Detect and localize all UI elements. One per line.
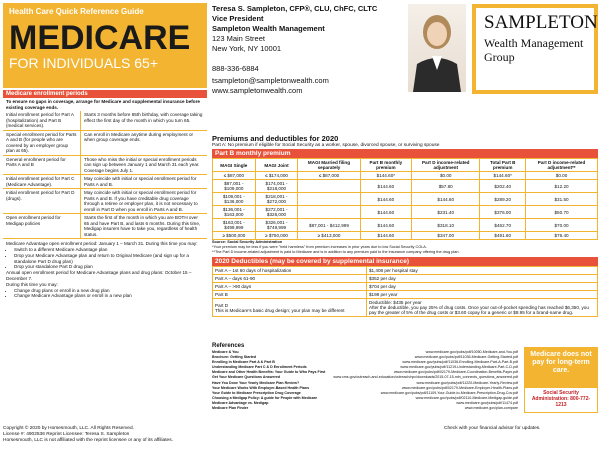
reference-url[interactable]: www.medicare.gov/pubs/pdf/11220-Medicare-Yearly-Review.pdf	[416, 380, 518, 385]
table-cell: $318.10	[412, 219, 480, 232]
list-item: • Drop your Medicare Advantage plan and return to Original Medicare (and sign up for a standalone Part D drug plan)	[14, 253, 204, 265]
advisor-contact	[212, 4, 407, 96]
deductibles-table	[212, 266, 598, 317]
reference-url[interactable]: www.medicare.gov/pubs/pdf/11036-Medicare-Getting-Started.pdf	[414, 355, 518, 360]
copyright	[3, 426, 263, 444]
reference-title: Get Your Medicare Questions Answered	[212, 375, 281, 380]
reference-title: Medicare Advantage vs. Medigap	[212, 400, 269, 405]
table-cell: $50.70	[526, 206, 598, 219]
enrollment-detail: Starts 3 months before 65th birthday, with coverage taking effect the first day of the month in which you turn 65.	[84, 112, 203, 123]
table-row	[213, 206, 598, 219]
table-cell: $144.60*	[480, 172, 526, 180]
reference-title: Brochure: Getting Started	[212, 355, 257, 360]
table-cell: $347.00	[412, 232, 480, 240]
table-cell: $144.60	[360, 180, 411, 193]
premiums-title: Premiums and deductibles for 2020	[212, 134, 339, 143]
enrollment-intro: To ensure no gaps in coverage, arrange for Medicare and supplemental insurance before existing coverage ends.	[6, 99, 200, 110]
table-cell: ≤ $87,000	[213, 172, 256, 180]
column-header: Total Part B premium	[480, 159, 526, 172]
table-row	[213, 172, 598, 180]
table-cell: $144.60	[360, 206, 411, 219]
enrollment-detail: May coincide with initial or special enrollment period for Parts A and B. If you have creditable drug coverage through a retiree or employer plan, it is not necessary to enroll in Part D when you enroll in Parts A and B.	[84, 190, 198, 212]
column-header: MAGI Married filing separately	[298, 159, 360, 172]
column-header: MAGI Joint	[255, 159, 298, 172]
reference-url[interactable]: www.medicare.gov/pubs/pdf/10050-Medicare-and-You.pdf	[425, 350, 518, 354]
guide-title: MEDICARE	[9, 19, 191, 57]
deductible-cell: Part A – days 61-90	[213, 275, 367, 283]
adv-open-list	[6, 247, 204, 270]
table-cell: $163,001 - $499,999	[213, 219, 256, 232]
column-header: Part D income-related adjustment**	[526, 159, 598, 172]
enrollment-period: Initial enrollment period for Part A (hospitalization) and Part B (medical services).	[3, 111, 81, 130]
list-item: • Switch to a different Medicare Advantage plan	[14, 247, 204, 253]
deductibles-bar: 2020 Deductibles (may be covered by supplemental insurance)	[212, 257, 598, 266]
deductible-row	[213, 291, 598, 299]
advisor-phone: 888-336-6884	[212, 64, 259, 73]
table-cell: ≥ $750,000	[255, 232, 298, 240]
advantage-info	[3, 239, 207, 301]
left-column	[3, 3, 207, 301]
table-cell: $174,001 - $218,000	[255, 180, 298, 193]
copyright-line1: Copyright © 2020 by Horsesmouth, LLC. All Rights Reserved.	[3, 426, 134, 431]
reference-title: Have You Done Your Yearly Medicare Plan Review?	[212, 380, 300, 385]
table-cell: $272,001 - $326,000	[255, 206, 298, 219]
table-cell: $12.20	[526, 180, 598, 193]
table-cell: $76.40	[526, 232, 598, 240]
table-cell: $31.50	[526, 193, 598, 206]
reference-title: Medicare Plan Finder	[212, 406, 249, 411]
reference-url[interactable]: www.medicare.gov/pubs/pdf/11474.pdf	[456, 400, 518, 405]
reference-item	[212, 406, 518, 411]
table-cell: $87,001 - $109,000	[213, 180, 256, 193]
enrollment-period: General enrollment period for Parts A and B	[3, 156, 81, 175]
enrollment-detail: Those who miss the initial or special enrollment periods can sign up between January 1 and March 31 each year. Coverage begins July 1.	[84, 156, 200, 173]
enrollment-period: Initial enrollment period for Part C (Medicare Advantage).	[3, 175, 81, 188]
reference-title: Enrolling in Medicare Part A & Part B	[212, 360, 275, 365]
deductible-row	[213, 283, 598, 291]
table-row	[213, 193, 598, 206]
copyright-line2: License #: 4902536 Reprint Licensee: Teresa S. Sampleton	[3, 432, 130, 437]
table-cell: ≤ $174,000	[255, 172, 298, 180]
logo-name: SAMPLETON	[484, 12, 598, 33]
deductible-row	[213, 299, 598, 317]
table-cell: $144.60	[360, 219, 411, 232]
enrollment-detail: Can enroll in Medicare anytime during employment or when group coverage ends.	[84, 131, 194, 143]
list-item: • Change drug plans or enroll in a new drug plan	[14, 288, 204, 294]
table-cell: $218,001 - $272,000	[255, 193, 298, 206]
deductible-cell: Part D This is Medicare's basic drug design; your plan may be different	[213, 299, 367, 317]
table-row	[213, 232, 598, 240]
callout-box	[524, 347, 598, 413]
table-cell: $491.60	[480, 232, 526, 240]
guide-header	[3, 3, 207, 88]
guide-subtitle: Health Care Quick Reference Guide	[9, 7, 144, 16]
reference-url[interactable]: www.medicare.gov/pubs/pdf/02110-Medicare-Medigap.guide.pdf	[415, 395, 518, 400]
reference-title: Medicare & You	[212, 350, 239, 354]
table-cell: $144.60	[360, 193, 411, 206]
annual-enrollment: Annual open enrollment period for Medicare Advantage plans and drug plans: October 15 – December 7.	[6, 270, 192, 281]
enrollment-period: Special enrollment period for Parts A and B (for people who are covered by an employer group plan at 65).	[3, 131, 81, 155]
enrollment-row	[3, 111, 207, 131]
deductible-cell: $1,408 per hospital stay	[367, 267, 598, 275]
deductible-cell: Deductible: $435 per year After the deductible, you pay 25% of drug costs. Once your out-of-pocket spending has reached $6,350, you pay the greater of 5% of the drug costs or $3.60 copay for a generic or $8.95 for a brand-name drug.	[367, 299, 598, 317]
advisor-title: Vice President	[212, 14, 264, 23]
enrollment-row	[3, 189, 207, 214]
enrollment-detail: Starts the first of the month in which you are BOTH over 65 and have Part B, and lasts 6 months. During this time, Medigap insurers have to take you, regardless of health status.	[84, 215, 201, 237]
part-b-bar: Part B monthly premium	[212, 149, 598, 158]
reference-url[interactable]: www.medicare.gov/pubs/pdf/02179-Medicare-Employer-Health-Plans.pdf	[401, 385, 518, 390]
reference-title: Understanding Medicare Part C & D Enrollment Periods	[212, 365, 307, 370]
advisor-portrait-icon	[408, 4, 466, 92]
premiums-note2: **The Part D income-related adjustment is paid to Medicare and is in addition to any premium paid to the insurance company offering the drug plan.	[212, 249, 460, 254]
copyright-line3: Horsesmouth, LLC is not affiliated with the reprint licensee or any of its affiliates.	[3, 438, 173, 443]
table-cell: ≤ $87,000	[298, 172, 360, 180]
part-a-note: Part A: No premium if eligible for Social Security as a worker, spouse, divorced spouse, or surviving spouse	[212, 143, 440, 148]
deductible-cell: $352 per day	[367, 275, 598, 283]
table-row	[213, 219, 598, 232]
deductible-row	[213, 267, 598, 275]
premiums-source: Source: Social Security Administration	[212, 240, 283, 244]
column-header: MAGI Single	[213, 159, 256, 172]
adv-open-enrollment: Medicare Advantage open enrollment period: January 1 – March 31. During this time you may:	[6, 241, 198, 247]
references-title: References	[212, 343, 245, 349]
table-cell	[298, 180, 360, 193]
advisor-website[interactable]: www.sampletonwealth.com	[212, 86, 303, 95]
enrollment-row	[3, 131, 207, 156]
part-b-table	[212, 158, 598, 240]
reference-url[interactable]: www.medicare.gov/pubs/pdf/11036-Enrolling-Medicare-Part-A-Part-B.pdf	[402, 360, 518, 365]
reference-url[interactable]: www.medicare.gov/pubs/pdf/02179-Medicare-Coordination-Benefits-Payer.pdf	[393, 370, 518, 375]
advisor-name: Teresa S. Sampleton, CFP®, CLU, ChFC, CLTC	[212, 4, 378, 13]
reference-title: Medicare and Other Health Benefits: Your Guide to Who Pays First	[212, 370, 326, 375]
deductible-cell: $198 per year	[367, 291, 598, 299]
advisor-photo	[408, 4, 466, 92]
annual-during: During this time you may:	[6, 281, 58, 287]
table-cell: $144.60*	[360, 172, 411, 180]
table-cell	[298, 206, 360, 219]
enrollment-row	[3, 156, 207, 176]
check-advisor-note: Check with your financial advisor for updates.	[444, 426, 541, 431]
list-item: • Change Medicare Advantage plans or enroll in a new plan	[14, 293, 204, 299]
table-cell: $326,001 - $749,999	[255, 219, 298, 232]
table-cell: $462.70	[480, 219, 526, 232]
advisor-address2: New York, NY 10001	[212, 44, 282, 53]
table-cell	[298, 193, 360, 206]
table-cell: $289.20	[480, 193, 526, 206]
enrollment-row	[3, 214, 207, 239]
advisor-company: Sampleton Wealth Management	[212, 24, 325, 33]
table-cell: ≥ $500,000	[213, 232, 256, 240]
advisor-email[interactable]: tsampleton@sampletonwealth.com	[212, 76, 329, 85]
guide-audience: FOR INDIVIDUALS 65+	[9, 55, 158, 71]
ssa-contact: Social Security Administration: 800-772-1213	[531, 390, 591, 408]
premiums-section	[212, 134, 598, 317]
table-cell: $202.40	[480, 180, 526, 193]
enrollment-period: Initial enrollment period for Part D (drugs).	[3, 189, 81, 213]
table-cell: $109,001 - $136,000	[213, 193, 256, 206]
reference-url[interactable]: www.medicare.gov/plan-compare	[464, 406, 518, 411]
annual-list	[6, 288, 204, 300]
table-cell: $0.00	[526, 172, 598, 180]
logo-tagline: Wealth Management Group	[484, 36, 584, 64]
reference-url[interactable]: www.cms.gov/outreach-and-education/outreach/npc/downloads/2015-07-15-mln_connects_questions_answered.pdf	[333, 375, 518, 380]
premiums-note1: *Your premium may be less if you were "held harmless" from premium increases in prior years due to low Social Security COLA.	[212, 244, 427, 249]
enrollment-detail: May coincide with initial or special enrollment period for Parts A and B.	[84, 176, 197, 187]
column-header: Part D income-related adjustment	[412, 159, 480, 172]
enrollment-table	[3, 111, 207, 239]
table-cell: $144.60	[412, 193, 480, 206]
enrollment-row	[3, 175, 207, 189]
reference-title: Your Guide to Medicare Prescription Drug Coverage	[212, 390, 301, 395]
references	[212, 343, 518, 411]
list-item: • Drop your standalone Part D drug plan	[14, 264, 204, 270]
reference-url[interactable]: www.medicare.gov/pubs/pdf/11219-Understanding-Medicare-Part-C-D.pdf	[400, 365, 518, 370]
reference-url[interactable]: www.medicare.gov/pubs/pdf/11109-Your-Guide-to-Medicare-Prescription-Drug-Cov.pdf	[380, 390, 518, 395]
deductible-cell: Part A – 1st 60 days of hospitalization	[213, 267, 367, 275]
table-cell: $57.80	[412, 180, 480, 193]
table-cell: $144.60	[360, 232, 411, 240]
company-logo	[472, 4, 598, 94]
column-header: Part B monthly premium	[360, 159, 411, 172]
table-cell: $231.40	[412, 206, 480, 219]
table-cell: $70.00	[526, 219, 598, 232]
deductible-row	[213, 275, 598, 283]
enrollment-period: Open enrollment period for Medigap policies	[3, 214, 81, 238]
reference-title: Your Medicare Works With Employer-Based Health Plans	[212, 385, 310, 390]
table-cell: $136,001 - $163,000	[213, 206, 256, 219]
advisor-address1: 123 Main Street	[212, 34, 265, 43]
long-term-care-note: Medicare does not pay for long-term care.	[525, 348, 597, 388]
table-cell: $87,001 - $412,999	[298, 219, 360, 232]
references-list	[212, 350, 518, 411]
table-cell: ≥ $413,000	[298, 232, 360, 240]
table-cell: $376.00	[480, 206, 526, 219]
table-row	[213, 180, 598, 193]
deductible-cell: Part B	[213, 291, 367, 299]
enrollment-section-title: Medicare enrollment periods	[3, 90, 207, 98]
table-cell: $0.00	[412, 172, 480, 180]
reference-title: Choosing a Medigap Policy: A guide for People with Medicare	[212, 395, 318, 400]
deductible-cell: Part A – >90 days	[213, 283, 367, 291]
deductible-cell: $704 per day	[367, 283, 598, 291]
